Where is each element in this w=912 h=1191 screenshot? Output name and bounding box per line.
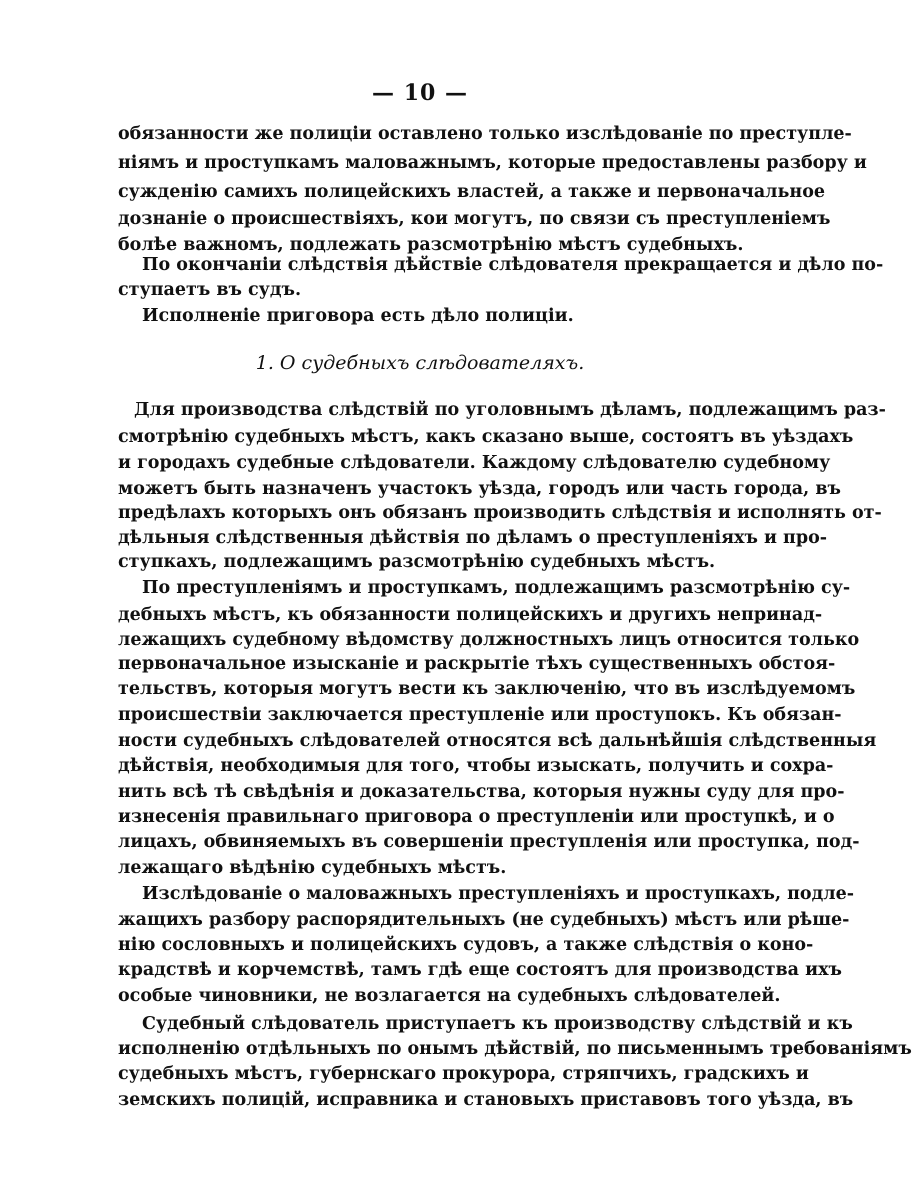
text-line: обязанности же полиціи оставлено только изслѣдованіе по преступле-: [118, 124, 852, 144]
text-line: ступаетъ въ судъ.: [118, 280, 302, 300]
text-line: смотрѣнію судебныхъ мѣстъ, какъ сказано выше, состоятъ въ уѣздахъ: [118, 427, 854, 447]
text-line: первоначальное изысканіе и раскрытіе тѣхъ существенныхъ обстоя-: [118, 654, 836, 674]
text-line: болѣе важномъ, подлежать разсмотрѣнію мѣстъ судебныхъ.: [118, 235, 744, 255]
text-line: дѣйствія, необходимыя для того, чтобы изыскать, получить и сохра-: [118, 756, 834, 776]
text-line: лицахъ, обвиняемыхъ въ совершеніи преступленія или проступка, под-: [118, 832, 860, 852]
text-line: дебныхъ мѣстъ, къ обязанности полицейскихъ и другихъ непринад-: [118, 605, 823, 625]
text-line: дѣльныя слѣдственныя дѣйствія по дѣламъ о преступленіяхъ и про-: [118, 528, 828, 548]
text-line: исполненію отдѣльныхъ по онымъ дѣйствій, по письменнымъ требованіямъ: [118, 1039, 912, 1059]
text-line: нить всѣ тѣ свѣдѣнія и доказательства, которыя нужны суду для про-: [118, 782, 845, 802]
text-line: земскихъ полицій, исправника и становыхъ приставовъ того уѣзда, въ: [118, 1090, 854, 1110]
text-line: дознаніе о происшествіяхъ, кои могутъ, по связи съ преступленіемъ: [118, 209, 831, 229]
text-line: Для производства слѣдствій по уголовнымъ дѣламъ, подлежащимъ раз-: [134, 400, 886, 420]
text-line: тельствъ, которыя могутъ вести къ заключенію, что въ изслѣдуемомъ: [118, 679, 856, 699]
text-line: сужденію самихъ полицейскихъ властей, а также и первоначальное: [118, 182, 826, 202]
text-line: Исполненіе приговора есть дѣло полиціи.: [142, 306, 574, 326]
text-line: изнесенія правильнаго приговора о преступленіи или проступкѣ, и о: [118, 807, 835, 827]
text-line: ности судебныхъ слѣдователей относятся всѣ дальнѣйшія слѣдственныя: [118, 731, 877, 751]
text-line: особые чиновники, не возлагается на судебныхъ слѣдователей.: [118, 986, 781, 1006]
text-line: По окончаніи слѣдствія дѣйствіе слѣдователя прекращается и дѣло по-: [142, 255, 884, 275]
section-heading: 1. О судебныхъ слѣдователяхъ.: [255, 352, 585, 374]
text-line: судебныхъ мѣстъ, губернскаго прокурора, стряпчихъ, градскихъ и: [118, 1064, 809, 1084]
text-line: жащихъ разбору распорядительныхъ (не судебныхъ) мѣстъ или рѣше-: [118, 910, 850, 930]
text-line: крадствѣ и корчемствѣ, тамъ гдѣ еще состоятъ для производства ихъ: [118, 960, 842, 980]
text-line: ступкахъ, подлежащимъ разсмотрѣнію судебныхъ мѣстъ.: [118, 552, 716, 572]
text-line: ніямъ и проступкамъ маловажнымъ, которые предоставлены разбору и: [118, 153, 867, 173]
text-line: происшествіи заключается преступленіе или проступокъ. Къ обязан-: [118, 705, 842, 725]
text-line: Изслѣдованіе о маловажныхъ преступленіяхъ и проступкахъ, подле-: [142, 884, 855, 904]
text-line: лежащаго вѣдѣнію судебныхъ мѣстъ.: [118, 858, 507, 878]
text-line: предѣлахъ которыхъ онъ обязанъ производить слѣдствія и исполнять от-: [118, 503, 882, 523]
text-line: можетъ быть назначенъ участокъ уѣзда, городъ или часть города, въ: [118, 479, 841, 499]
page-number: — 10 —: [372, 80, 468, 106]
text-line: лежащихъ судебному вѣдомству должностныхъ лицъ относится только: [118, 630, 860, 650]
text-line: и городахъ судебные слѣдователи. Каждому слѣдователю судебному: [118, 453, 831, 473]
text-line: По преступленіямъ и проступкамъ, подлежащимъ разсмотрѣнію су-: [142, 578, 851, 598]
text-line: нію сословныхъ и полицейскихъ судовъ, а также слѣдствія о коно-: [118, 935, 814, 955]
text-line: Судебный слѣдователь приступаетъ къ производству слѣдствій и къ: [142, 1014, 853, 1034]
